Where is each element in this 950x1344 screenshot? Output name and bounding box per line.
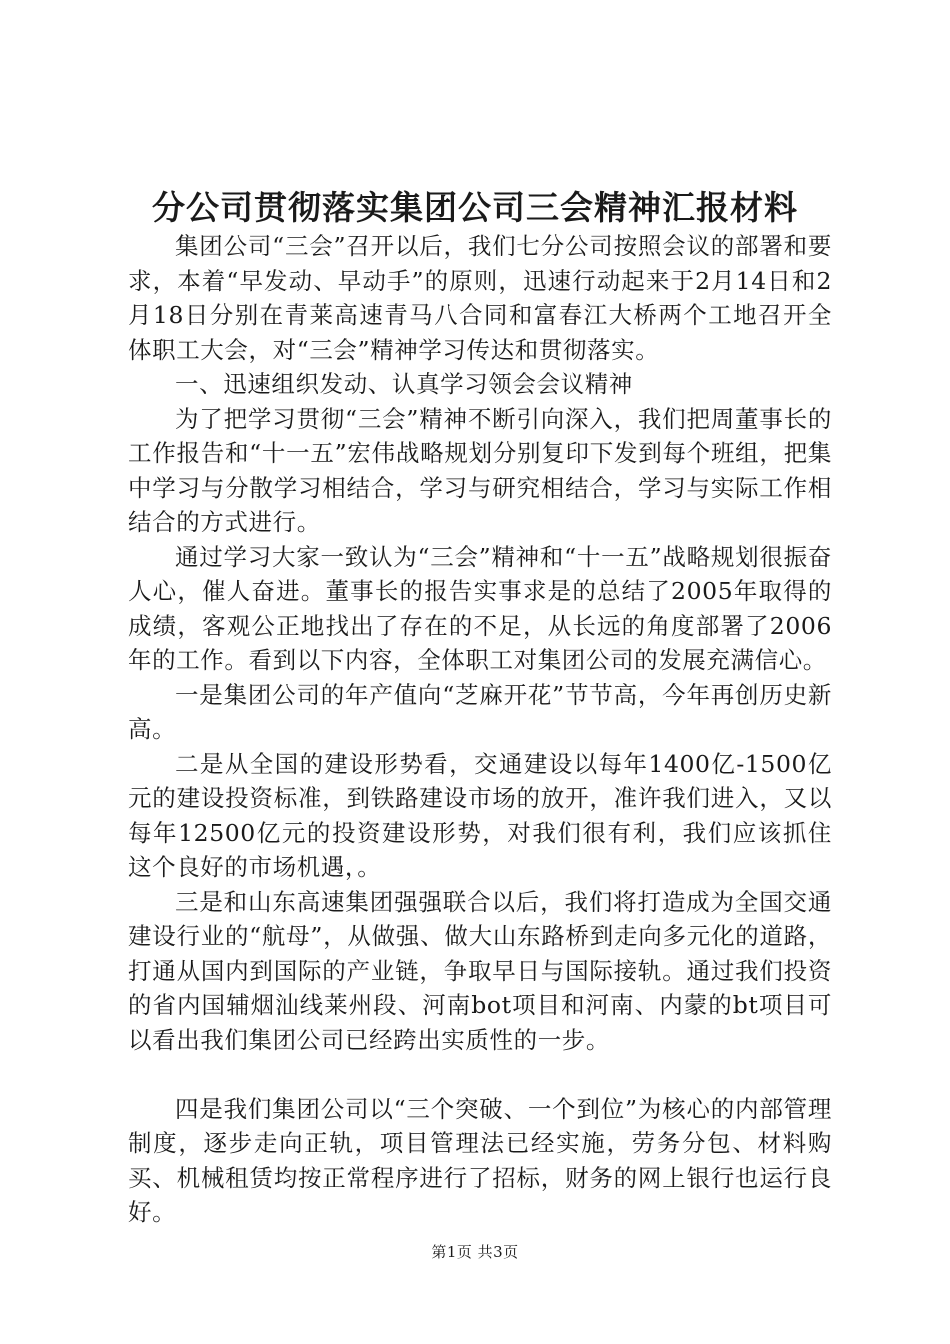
document-title: 分公司贯彻落实集团公司三会精神汇报材料 <box>152 188 798 227</box>
document-body <box>128 229 832 1230</box>
page-number-footer: 第1页 共3页 <box>431 1243 519 1261</box>
paragraph-study: 为了把学习贯彻“三会”精神不断引向深入，我们把周董事长的工作报告和“十一五”宏伟战略规划分别复印下发到每个班组，把集中学习与分散学习相结合，学习与研究相结合，学习与实际工作相结合的方式进行。 <box>128 404 832 536</box>
paragraph-intro: 集团公司“三会”召开以后，我们七分公司按照会议的部署和要求，本着“早发动、早动手”的原则，迅速行动起来于2月14日和2月18日分别在青莱高速青马八合同和富春江大桥两个工地召开全体职工大会，对“三会”精神学习传达和贯彻落实。 <box>128 232 832 364</box>
paragraph-point-one: 一是集团公司的年产值向“芝麻开花”节节高，今年再创历史新高。 <box>128 680 832 743</box>
paragraph-point-two: 二是从全国的建设形势看，交通建设以每年1400亿-1500亿元的建设投资标准，到铁路建设市场的放开，准许我们进入，又以每年12500亿元的投资建设形势，对我们很有利，我们应该抓住这个良好的市场机遇，。 <box>128 749 832 881</box>
paragraph-point-four: 四是我们集团公司以“三个突破、一个到位”为核心的内部管理制度，逐步走向正轨，项目管理法已经实施，劳务分包、材料购买、机械租赁均按正常程序进行了招标，财务的网上银行也运行良好。 <box>128 1094 832 1226</box>
section-heading: 一、迅速组织发动、认真学习领会会议精神 <box>175 370 633 398</box>
paragraph-consensus: 通过学习大家一致认为“三会”精神和“十一五”战略规划很振奋人心，催人奋进。董事长的报告实事求是的总结了2005年取得的成绩，客观公正地找出了存在的不足，从长远的角度部署了2006年的工作。看到以下内容，全体职工对集团公司的发展充满信心。 <box>128 542 832 674</box>
paragraph-point-three: 三是和山东高速集团强强联合以后，我们将打造成为全国交通建设行业的“航母”，从做强、做大山东路桥到走向多元化的道路，打通从国内到国际的产业链，争取早日与国际接轨。通过我们投资的省内国辅烟汕线莱州段、河南bot项目和河南、内蒙的bt项目可以看出我们集团公司已经跨出实质性的一步。 <box>128 887 832 1054</box>
